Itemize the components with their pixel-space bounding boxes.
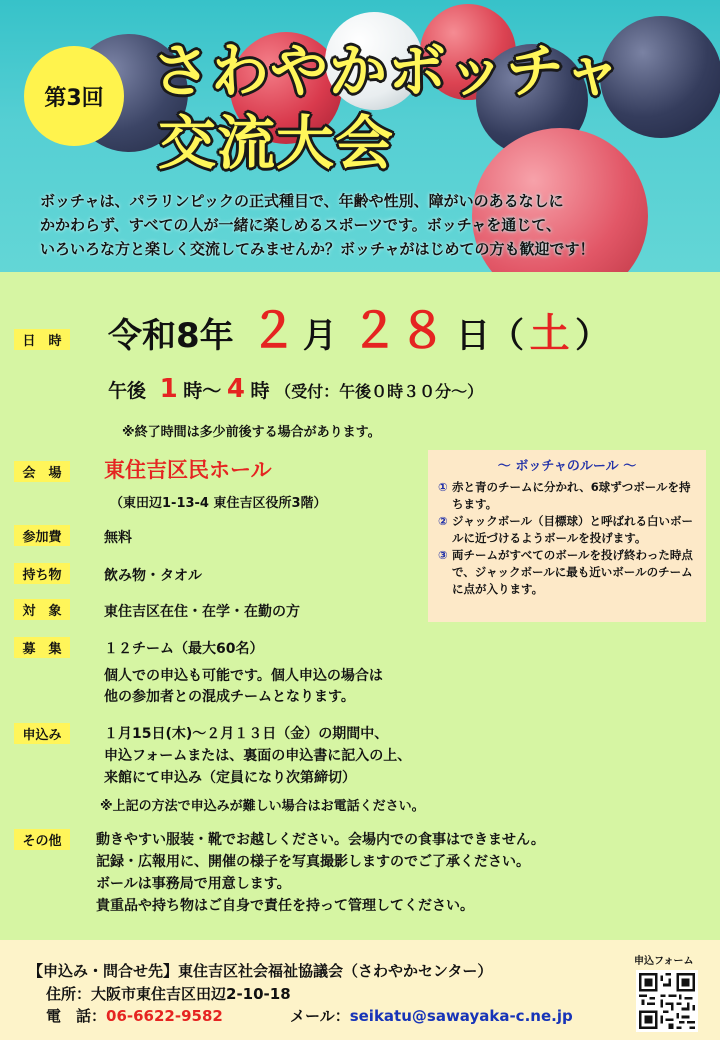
rule-number: ②: [438, 514, 448, 528]
recruit-count: １２チーム（最大60名）: [104, 641, 264, 657]
date-era: 令和8年: [108, 316, 234, 356]
phone-number[interactable]: 06-6622-9582: [106, 1007, 223, 1025]
event-date: [108, 292, 609, 361]
time-reception: （受付：午後０時３０分～）: [275, 382, 484, 401]
edition-badge: 第3回: [24, 46, 124, 146]
venue-address: （東田辺1-13-4 東住吉区役所3階）: [110, 496, 327, 511]
recruit-notes: [104, 666, 383, 708]
intro-text: [40, 189, 690, 261]
label-apply: 申込み: [14, 723, 70, 744]
phone-label: 電 話：: [46, 1007, 107, 1025]
apply-text: [104, 723, 411, 789]
label-venue: 会 場: [14, 461, 70, 482]
rule-number: ①: [438, 480, 448, 494]
date-month-unit: 月: [302, 316, 337, 356]
date-day-unit: 日（: [456, 316, 525, 356]
rule-item: [438, 479, 696, 513]
time-note: ※終了時間は多少前後する場合があります。: [122, 425, 381, 440]
qr-code-icon: [639, 973, 695, 1029]
time-start: 1: [159, 374, 178, 404]
label-other: その他: [14, 829, 70, 850]
rules-title: ～ ボッチャのルール ～: [497, 459, 637, 474]
apply-line: 来館にて申込み（定員になり次第締切）: [104, 770, 356, 786]
other-line: 記録・広報用に、開催の様子を写真撮影しますのでご了承ください。: [96, 854, 530, 870]
mail-label: メール：: [290, 1007, 350, 1025]
venue-name: 東住吉区民ホール: [104, 458, 272, 482]
rules-box: [428, 450, 706, 622]
contact-phone: [46, 1005, 223, 1026]
rule-number: ③: [438, 548, 448, 562]
apply-line: 申込フォームまたは、裏面の申込書に記入の上、: [104, 748, 412, 764]
label-recruit: 募 集: [14, 637, 70, 658]
mail-address[interactable]: seikatu@sawayaka-c.ne.jp: [349, 1007, 573, 1025]
fee-value: 無料: [104, 530, 132, 546]
recruit-note: 個人での申込も可能です。個人申込の場合は: [104, 668, 383, 684]
contact-address: [46, 983, 291, 1004]
rule-item: [438, 547, 696, 598]
apply-line: １月15日(木)～２月１３日（金）の期間中、: [104, 726, 389, 742]
address-value: 大阪市東住吉区田辺2-10-18: [91, 985, 291, 1003]
target-value: 東住吉区在住・在学・在勤の方: [104, 604, 300, 620]
label-bring: 持ち物: [14, 563, 70, 584]
label-datetime: 日 時: [14, 329, 70, 350]
rule-text: ジャックボール（目標球）と呼ばれる白いボールに近づけるようボールを投げます。: [452, 514, 694, 545]
date-weekday: 土: [529, 311, 570, 357]
other-line: ボールは事務局で用意します。: [96, 876, 291, 892]
intro-line: いろいろな方と楽しく交流してみませんか？ボッチャがはじめての方も歓迎です！: [40, 240, 595, 258]
qr-label: 申込フォーム: [634, 956, 694, 967]
rule-item: [438, 513, 696, 547]
label-target: 対 象: [14, 599, 70, 620]
intro-line: かかわらず、すべての人が一緒に楽しめるスポーツです。ボッチャを通じて、: [40, 216, 561, 234]
time-end-unit: 時: [250, 380, 270, 402]
application-form-qr-code[interactable]: [636, 970, 698, 1032]
time-end: 4: [226, 374, 245, 404]
date-month: ２: [249, 303, 298, 359]
time-pm: 午後: [108, 380, 147, 402]
label-fee: 参加費: [14, 525, 70, 546]
time-start-unit: 時～: [183, 380, 222, 402]
contact-mail: [290, 1005, 573, 1026]
other-text: [96, 829, 545, 917]
rule-text: 両チームがすべてのボールを投げ終わった時点で、ジャックボールに最も近いボールのチームに点が入ります。: [452, 548, 693, 596]
recruit-note: 他の参加者との混成チームとなります。: [104, 689, 355, 705]
intro-line: ボッチャは、パラリンピックの正式種目で、年齢や性別、障がいのあるなしに: [40, 192, 564, 210]
event-time: [108, 374, 483, 404]
apply-note: ※上記の方法で申込みが難しい場合はお電話ください。: [100, 799, 425, 814]
bring-value: 飲み物・タオル: [104, 568, 202, 584]
other-line: 動きやすい服装・靴でお越しください。会場内での食事はできません。: [96, 832, 545, 848]
address-label: 住所：: [46, 985, 92, 1003]
event-title-line2: 交流大会: [158, 109, 395, 177]
date-day: ２８: [350, 303, 447, 359]
hero-banner: [0, 0, 720, 272]
other-line: 貴重品や持ち物はご自身で責任を持って管理してください。: [96, 898, 474, 914]
event-title-line1: さわやかボッチャ: [152, 37, 623, 105]
rule-text: 赤と青のチームに分かれ、6球ずつボールを持ちます。: [452, 480, 691, 511]
date-close: ）: [575, 316, 610, 356]
contact-heading: 【申込み・問合せ先】東住吉区社会福祉協議会（さわやかセンター）: [28, 962, 493, 980]
